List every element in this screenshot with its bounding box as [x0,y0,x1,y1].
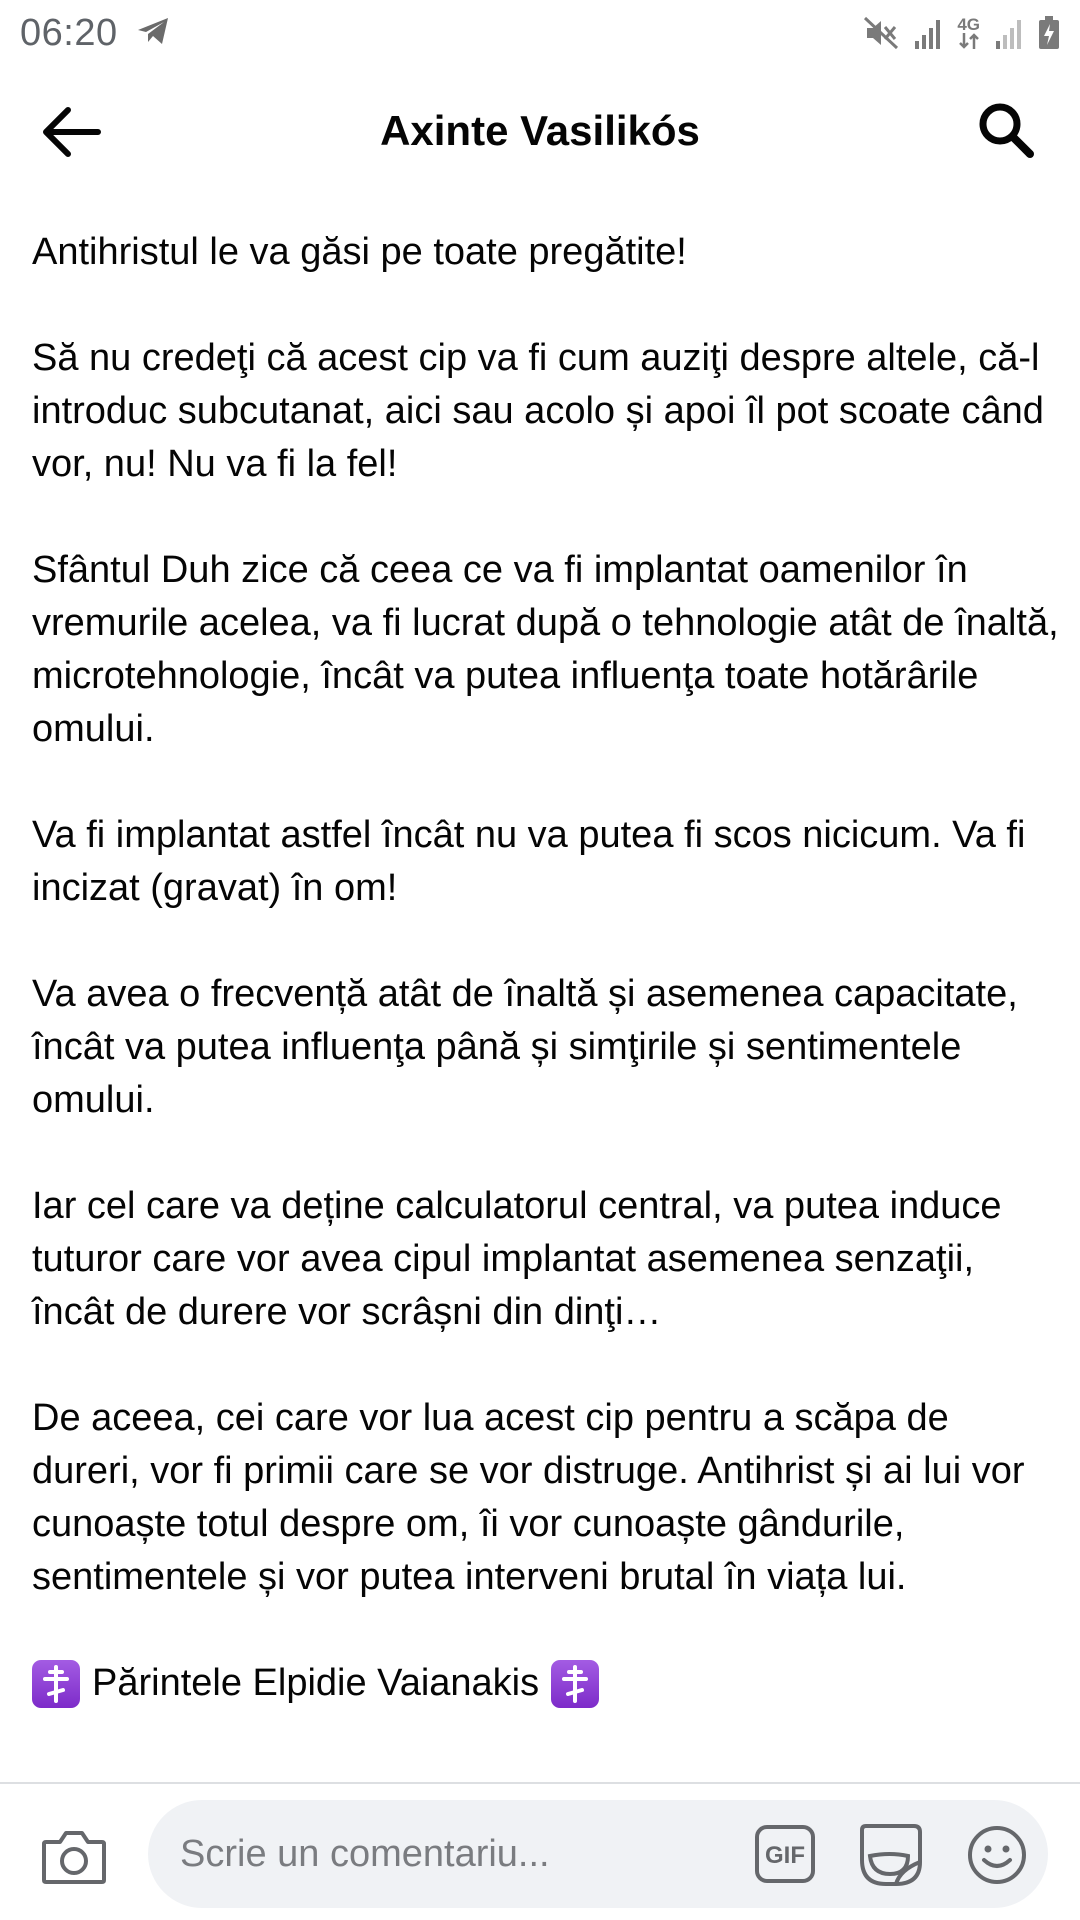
gif-label: GIF [765,1842,805,1869]
post-paragraph: Iar cel care va deține calculatorul central, va putea induce tuturor care vor avea cipul implantat asemenea senzaţii, încât de durere vor scrâșni din dinţi… [32,1185,1002,1333]
post-paragraph: De aceea, cei care vor lua acest cip pentru a scăpa de dureri, vor fi primii care se vor distruge. Antihrist și ai lui vor cunoaște totul despre om, îi vor cunoaște gândurile, sentimentele și vor putea interveni brutal în viața lui. [32,1397,1025,1598]
sticker-icon [856,1822,924,1888]
signal-icon [913,17,943,49]
emoji-button[interactable] [966,1824,1028,1886]
gif-icon [754,1824,816,1884]
network-label: 4G [957,15,980,34]
post-paragraph: Antihristul le va găsi pe toate pregătite! [32,231,687,273]
page-title: Axinte Vasilikós [380,107,700,154]
back-button[interactable] [40,104,104,160]
status-time: 06:20 [20,11,118,54]
status-right [863,16,1060,50]
signal-icon [994,17,1024,49]
gif-button[interactable] [754,1824,816,1884]
camera-button[interactable] [40,1828,108,1886]
post-paragraph: Va avea o frecvență atât de înaltă și asemenea capacitate, încât va putea influenţa până și simţirile și sentimentele omului. [32,973,1018,1121]
emoji-icon [966,1824,1028,1886]
post-paragraph: Să nu credeţi că acest cip va fi cum auziţi despre altele, că-l introduc subcutanat, aici sau acolo și apoi îl pot scoate când vor, nu! Nu va fi la fel! [32,337,1044,485]
search-button[interactable] [976,100,1036,160]
sticker-button[interactable] [856,1822,924,1888]
comment-field [148,1800,1048,1908]
network-type-icon [957,17,980,49]
camera-icon [40,1828,108,1886]
post-signature [32,1657,1062,1710]
status-bar [0,0,1080,66]
status-left [20,12,170,55]
mute-icon [863,16,899,50]
search-icon [976,100,1036,160]
arrow-left-icon [40,104,104,160]
header [0,66,1080,196]
signature-text: Părintele Elpidie Vaianakis [92,1662,540,1704]
post-paragraph: Va fi implantat astfel încât nu va putea fi scos nicicum. Va fi incizat (gravat) în om! [32,814,1026,909]
post-content [32,226,1062,1710]
orthodox-cross-icon [32,1660,80,1708]
post-paragraph: Sfântul Duh zice că ceea ce va fi implantat oamenilor în vremurile acelea, va fi lucrat după o tehnologie atât de înaltă, microtehnologie, încât va putea influenţa toate hotărârile omului. [32,549,1059,750]
orthodox-cross-icon [551,1660,599,1708]
telegram-icon [136,16,170,51]
comment-bar [0,1784,1080,1920]
battery-charging-icon [1038,16,1060,50]
comment-input[interactable] [180,1800,720,1908]
